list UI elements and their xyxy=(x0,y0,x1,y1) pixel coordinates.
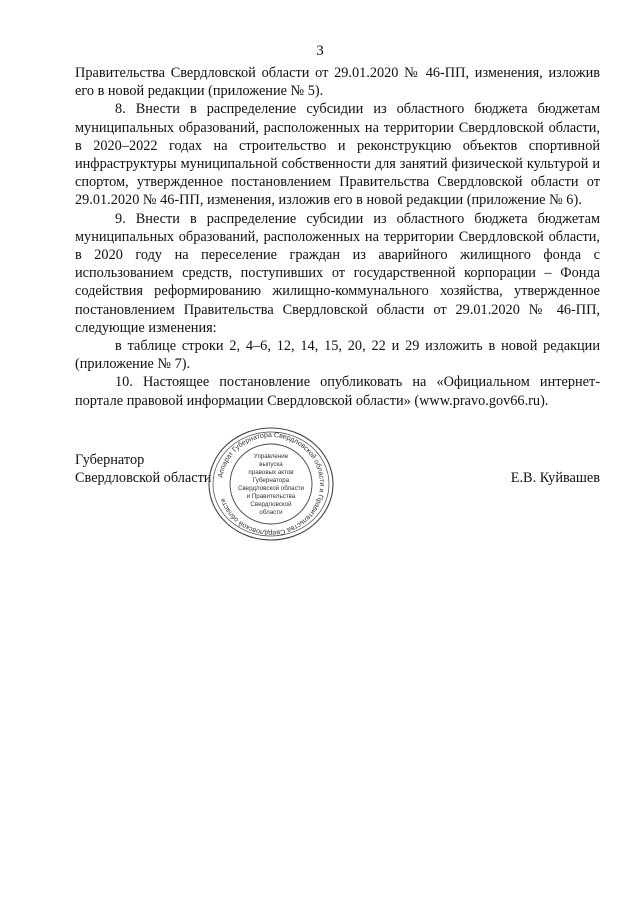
page-number: 3 xyxy=(316,43,324,59)
signatory-title xyxy=(75,451,211,487)
stamp-line: Свердловской области xyxy=(237,485,305,492)
signatory-title-line2: Свердловской области xyxy=(75,470,212,487)
signatory-title-line1: Губернатор xyxy=(75,452,145,468)
paragraph-item-8: 8. Внести в распределение субсидии из областного бюджета бюджетам муниципальных образований, расположенных на территории Свердловской области, в 2020–2022 годах на строительство и реконструкцию объектов спортивной инфраструктуры муниципальной собственности для занятий физической культурой и спортом, утвержденное постановлением Правительства Свердловской области от 29.01.2020 № 46-ПП, изменения, изложив его в новой редакции (приложение № 6). xyxy=(75,101,600,209)
stamp-line: и Правительства xyxy=(246,493,296,500)
signatory-name: Е.В. Куйвашев xyxy=(510,470,600,486)
stamp-line: Управление xyxy=(253,453,289,460)
stamp-ring-text: Аппарат Губернатора Свердловской области и Правительства Свердловской области xyxy=(217,431,326,537)
document-body xyxy=(75,64,600,410)
stamp-line: Губернатора xyxy=(252,477,290,484)
stamp-line: области xyxy=(259,509,283,516)
stamp-line: выпуска xyxy=(259,461,283,468)
paragraph-item-9: 9. Внести в распределение субсидии из областного бюджета бюджетам муниципальных образований, расположенных на территории Свердловской области, в 2020 году на переселение граждан из аварийного жилищного фонда с использованием средств, поступивших от государственной корпорации – Фонда содействия реформированию жилищно-коммунального хозяйства, утвержденное постановлением Правительства Свердловской области от 29.01.2020 № 46-ПП, следующие изменения: xyxy=(75,210,600,336)
paragraph-item-10: 10. Настоящее постановление опубликовать на «Официальном интернет-портале правовой информации Свердловской области» (www.pravo.gov66.ru). xyxy=(75,374,600,409)
paragraph-item-9-change: в таблице строки 2, 4–6, 12, 14, 15, 20, 22 и 29 изложить в новой редакции (приложение № 7). xyxy=(75,338,600,373)
stamp-line: Свердловской xyxy=(250,501,292,508)
paragraph: Правительства Свердловской области от 29.01.2020 № 46-ПП, изменения, изложив его в новой редакции (приложение № 5). xyxy=(75,65,600,100)
stamp-line: правовых актов xyxy=(248,469,294,476)
official-stamp xyxy=(205,425,337,543)
